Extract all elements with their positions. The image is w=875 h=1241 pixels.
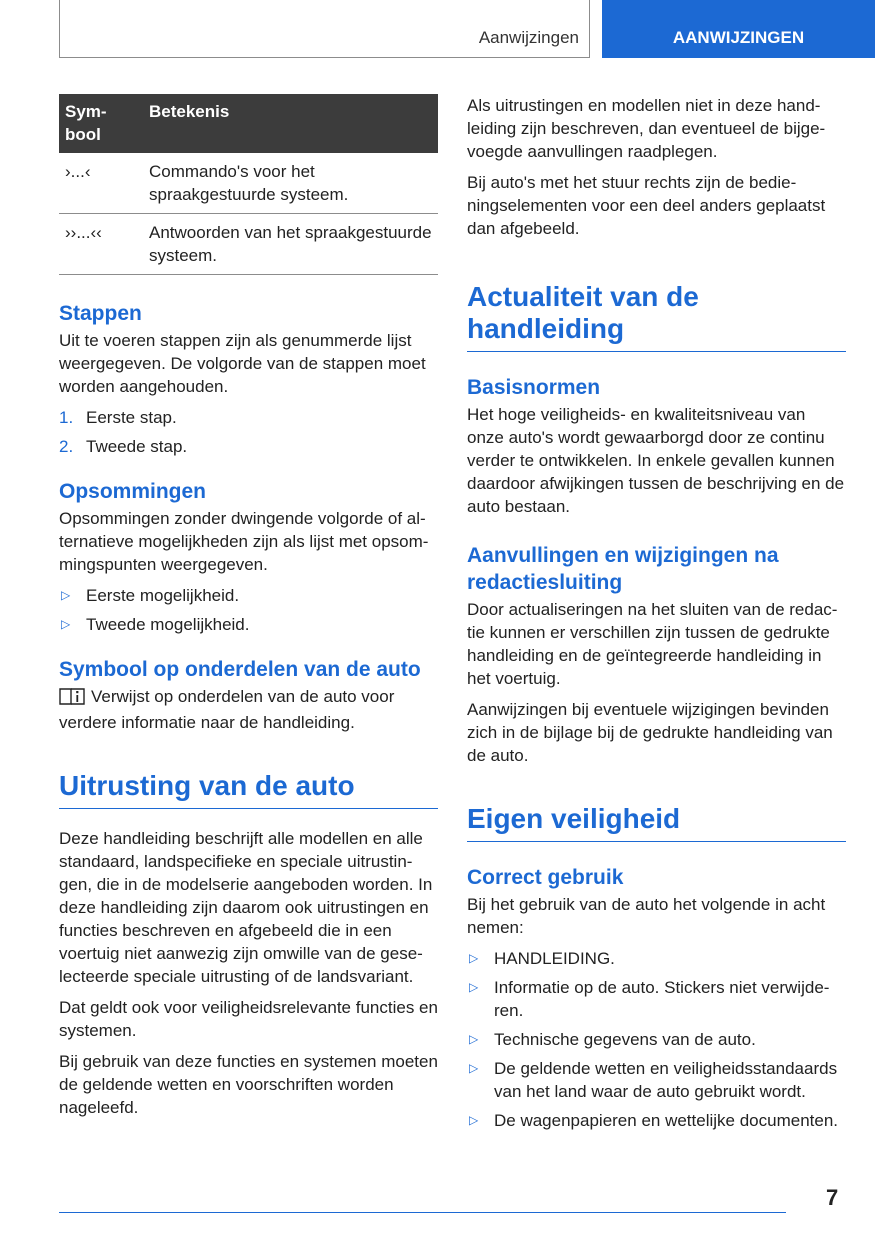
list-item bbox=[467, 1028, 846, 1051]
table-header-symbol bbox=[59, 94, 143, 153]
symbol-table bbox=[59, 94, 438, 275]
steps-list bbox=[59, 406, 438, 458]
list-item bbox=[59, 613, 438, 636]
triangle-bullet-icon: ▷ bbox=[469, 951, 479, 965]
table-cell-symbol: ››...‹‹ bbox=[59, 214, 143, 275]
section-heading-uitrusting: Uitrusting van de auto bbox=[59, 770, 438, 809]
section-heading-actualiteit: Actualiteit van de handleiding bbox=[467, 281, 846, 352]
table-row bbox=[59, 214, 438, 275]
book-info-icon bbox=[59, 687, 85, 711]
correct-gebruik-list bbox=[467, 947, 846, 1132]
list-item bbox=[59, 406, 438, 429]
intro-paragraph-1: Als uitrustingen en modellen niet in deze handleiding zijn beschreven, dan eventueel de bijgevoegde aanvullingen raadplegen. bbox=[467, 96, 826, 161]
bullet-text: Informatie op de auto. Stickers niet verwijderen. bbox=[494, 978, 830, 1020]
section-heading-veiligheid: Eigen veiligheid bbox=[467, 803, 846, 842]
triangle-bullet-icon: ▷ bbox=[61, 617, 71, 631]
list-item bbox=[467, 1057, 846, 1103]
th-symbol-line2: bool bbox=[65, 125, 101, 144]
bullet-list bbox=[59, 584, 438, 636]
section-heading-opsommingen: Opsommingen bbox=[59, 480, 207, 503]
page-number: 7 bbox=[826, 1185, 839, 1210]
triangle-bullet-icon: ▷ bbox=[469, 1061, 479, 1075]
list-item bbox=[467, 947, 846, 970]
triangle-bullet-icon: ▷ bbox=[469, 980, 479, 994]
stappen-text: Uit te voeren stappen zijn als genummerde lijst weergegeven. De volgorde van de stappen moet worden aangehouden. bbox=[59, 331, 426, 396]
list-item bbox=[467, 1109, 846, 1132]
uitrusting-paragraph-2: Dat geldt ook voor veiligheidsrelevante functies en systemen. bbox=[59, 998, 438, 1040]
step-number: 1. bbox=[59, 408, 74, 427]
bullet-text: HANDLEIDING. bbox=[494, 949, 615, 968]
table-header-meaning: Betekenis bbox=[143, 94, 438, 153]
intro-paragraph-2: Bij auto's met het stuur rechts zijn de bedieningselementen voor een deel anders geplaatst dan afgebeeld. bbox=[467, 173, 826, 238]
uitrusting-paragraph-3: Bij gebruik van deze functies en systemen moeten de geldende wetten en voorschriften worden nageleefd. bbox=[59, 1052, 438, 1117]
section-heading-aanvullingen: Aanvullingen en wijzigingen na redactiesluiting bbox=[467, 544, 779, 594]
aanvullingen-paragraph-1: Door actualiseringen na het sluiten van de redactie kunnen er verschillen zijn tussen de gedrukte handleiding en de geïntegreerde handleiding in het voertuig. bbox=[467, 600, 838, 688]
left-column bbox=[59, 94, 438, 1127]
section-heading-correct-gebruik: Correct gebruik bbox=[467, 866, 624, 889]
table-row bbox=[59, 153, 438, 214]
bullet-text: De geldende wetten en veiligheidsstandaards van het land waar de auto gebruikt wordt. bbox=[494, 1059, 838, 1101]
right-column bbox=[467, 94, 846, 1138]
correct-gebruik-text: Bij het gebruik van de auto het volgende in acht nemen: bbox=[467, 895, 826, 937]
symbool-text: Verwijst op onderdelen van de auto voor verdere informatie naar de handleiding. bbox=[59, 687, 395, 732]
header-title: Aanwijzingen bbox=[478, 28, 579, 47]
aanvullingen-paragraph-2: Aanwijzingen bij eventuele wijzigingen bevinden zich in de bijlage bij de gedrukte handleiding van de auto. bbox=[467, 700, 833, 765]
bullet-text: Eerste mogelijkheid. bbox=[86, 586, 240, 605]
triangle-bullet-icon: ▷ bbox=[469, 1113, 479, 1127]
bullet-text: De wagenpapieren en wettelijke documenten. bbox=[494, 1111, 839, 1130]
list-item bbox=[59, 584, 438, 607]
th-symbol-line1: Sym- bbox=[65, 102, 107, 121]
opsommingen-text: Opsommingen zonder dwingende volgorde of alternatieve mogelijkheden zijn als lijst met opsommingspunten weergegeven. bbox=[59, 509, 429, 574]
table-cell-meaning: Commando's voor het spraakgestuurde systeem. bbox=[143, 153, 438, 214]
triangle-bullet-icon: ▷ bbox=[61, 588, 71, 602]
bullet-text: Technische gegevens van de auto. bbox=[494, 1030, 756, 1049]
section-heading-symbool: Symbool op onderdelen van de auto bbox=[59, 658, 421, 681]
step-text: Eerste stap. bbox=[86, 408, 177, 427]
table-cell-meaning: Antwoorden van het spraakgestuurde systeem. bbox=[143, 214, 438, 275]
table-cell-symbol: ›...‹ bbox=[59, 153, 143, 214]
list-item bbox=[59, 435, 438, 458]
uitrusting-paragraph-1: Deze handleiding beschrijft alle modellen en alle standaard, landspecifieke en speciale uitrustingen, die in de modelserie aangeboden worden. In deze handleiding zijn daarom ook uitrustingen en functies beschreven en afgebeeld die in een voertuig niet aanwezig zijn omwille van de geselecteerde speciale uitrusting of de landsvariant. bbox=[59, 829, 433, 986]
bullet-text: Tweede mogelijkheid. bbox=[86, 615, 250, 634]
triangle-bullet-icon: ▷ bbox=[469, 1032, 479, 1046]
basisnormen-text: Het hoge veiligheids- en kwaliteitsniveau van onze auto's wordt gewaarborgd door ze continu verder te ontwikkelen. In enkele gevallen kunnen daardoor afwijkingen tussen de beschrijving en de auto bestaan. bbox=[467, 405, 845, 516]
section-heading-stappen: Stappen bbox=[59, 302, 142, 325]
footer-rule bbox=[59, 1212, 786, 1213]
header-box bbox=[59, 0, 590, 58]
symbool-paragraph bbox=[59, 685, 438, 734]
step-text: Tweede stap. bbox=[86, 437, 188, 456]
step-number: 2. bbox=[59, 437, 74, 456]
list-item bbox=[467, 976, 846, 1022]
section-heading-basisnormen: Basisnormen bbox=[467, 376, 601, 399]
header-tab[interactable]: AANWIJZINGEN bbox=[602, 0, 875, 58]
